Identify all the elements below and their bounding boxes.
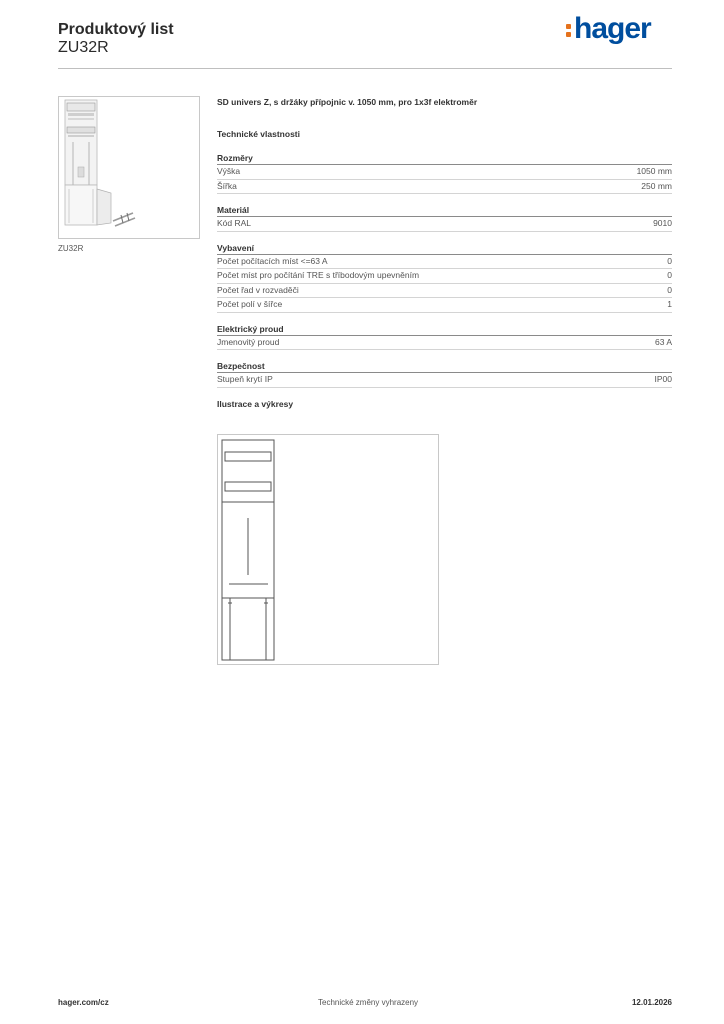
spec-value: 250 mm [641,180,672,191]
spec-label: Šířka [217,180,237,191]
enclosure-drawing-icon [218,435,438,664]
illustrations-heading: Ilustrace a výkresy [217,398,294,409]
logo-dots-icon [566,21,572,40]
section-material [217,204,672,232]
section-electric-current [217,323,672,351]
spec-value: 1 [667,299,672,309]
section-equipment [217,242,672,313]
technical-drawing [217,434,439,665]
footer-date: 12.01.2026 [631,998,672,1007]
spec-value: IP00 [654,374,672,384]
spec-label: Počet polí v šířce [217,299,283,309]
spec-row [217,373,672,388]
spec-row [217,269,672,284]
footer-website: hager.com/cz [58,998,109,1007]
product-code: ZU32R [58,39,109,56]
spec-value: 0 [667,284,672,295]
section-safety [217,360,672,388]
spec-label: Počet počítacích míst <=63 A [217,255,328,266]
spec-label: Jmenovitý proud [217,336,280,347]
spec-value: 63 A [654,336,672,347]
spec-row [217,180,672,195]
hager-logo [566,12,651,46]
spec-value: 9010 [653,218,672,228]
footer-note: Technické změny vyhrazeny [318,998,419,1007]
header-divider [58,68,672,69]
enclosure-photo-icon [59,97,199,238]
spec-row [217,336,672,351]
section-dimensions [217,152,672,194]
spec-row [217,165,672,180]
section-title: Vybavení [217,242,672,255]
spec-label: Počet míst pro počítání TRE s tříbodovým upevněním [217,270,420,280]
section-title: Elektrický proud [217,323,672,336]
photo-caption: ZU32R [58,244,84,253]
spec-row [217,255,672,270]
spec-label: Výška [217,166,241,176]
spec-label: Počet řad v rozvaděči [217,284,299,295]
spec-row [217,217,672,232]
product-photo [58,96,200,239]
logo-text: hager [574,12,651,45]
spec-value: 0 [667,270,672,280]
spec-value: 1050 mm [636,166,672,176]
page-title: Produktový list [58,21,174,38]
section-title: Rozměry [217,152,672,165]
technical-heading: Technické vlastnosti [217,129,300,139]
section-title: Materiál [217,204,672,217]
spec-value: 0 [667,255,672,266]
product-details [217,96,672,412]
product-description: SD univers Z, s držáky přípojnic v. 1050 mm, pro 1x3f elektroměr [217,97,478,107]
spec-row [217,284,672,299]
section-title: Bezpečnost [217,360,672,373]
spec-row [217,298,672,313]
spec-label: Stupeň krytí IP [217,374,273,384]
spec-label: Kód RAL [217,218,252,228]
